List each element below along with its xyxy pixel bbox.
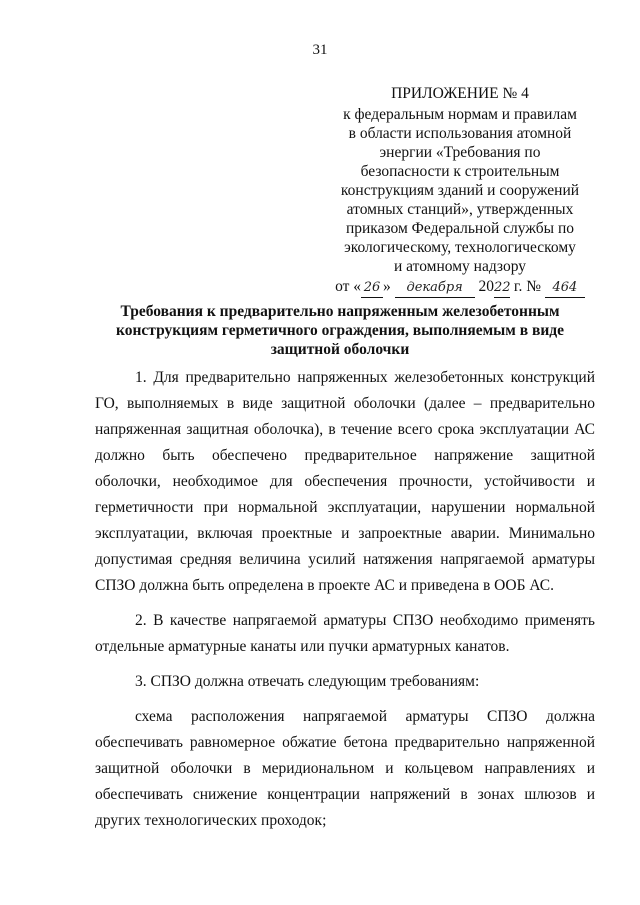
paragraph-1: 1. Для предварительно напряженных железобетонных конструкций ГО, выполняемых в виде защитной оболочки (далее – предварительно напряженная защитная оболочка), в течение всего срока эксплуатации АС должно быть обеспечено предварительное напряжение защитной оболочки, необходимое для обеспечения прочности, устойчивости и герметичности при нормальной эксплуатации, нарушении нормальной эксплуатации, включая проектные и запроектные аварии. Минимально допустимая средняя величина усилий натяжения напрягаемой арматуры СПЗО должна быть определена в проекте АС и приведена в ООБ АС. [95, 369, 595, 594]
order-date-line [330, 277, 590, 298]
appendix-line: энергии «Требования по [379, 144, 541, 161]
document-body [95, 365, 595, 834]
appendix-block [330, 84, 590, 298]
appendix-line: атомных станций», утвержденных [346, 201, 574, 218]
paragraph-3: 3. СПЗО должна отвечать следующим требованиям: [135, 673, 480, 690]
appendix-line: приказом Федеральной службы по [345, 220, 575, 237]
appendix-line: конструкциям зданий и сооружений [340, 182, 580, 199]
appendix-line: безопасности к строительным [360, 163, 560, 180]
heading-line: Требования к предварительно напряженным железобетонным [120, 303, 560, 320]
year-prefix: 20 [478, 278, 495, 295]
handwritten-year: 22 [494, 278, 510, 298]
appendix-line: экологическому, технологическому [344, 239, 576, 256]
appendix-line: и атомному надзору [394, 258, 526, 275]
page-number: 31 [312, 42, 328, 58]
handwritten-order-number: 464 [545, 278, 585, 298]
paragraph-4: схема расположения напрягаемой арматуры СПЗО должна обеспечивать равномерное обжатие бетона предварительно напряженной защитной оболочки в меридиональном и кольцевом направлениях и обеспечивать снижение концентрации напряжений в зонах шлюзов и других технологических проходок; [95, 708, 595, 829]
document-heading [110, 302, 570, 359]
year-suffix: г. № [513, 278, 542, 295]
paragraph-2: 2. В качестве напрягаемой арматуры СПЗО необходимо применять отдельные арматурные канаты или пучки арматурных канатов. [95, 612, 595, 655]
heading-line: конструкциям герметичного ограждения, выполняемым в виде [116, 322, 564, 339]
appendix-line: к федеральным нормам и правилам [343, 106, 577, 123]
handwritten-month: декабря [395, 278, 475, 298]
appendix-line: в области использования атомной [348, 125, 572, 142]
appendix-title: ПРИЛОЖЕНИЕ № 4 [391, 85, 529, 102]
date-prefix: от « [335, 278, 362, 295]
handwritten-day: 26 [361, 278, 383, 298]
date-separator: » [383, 278, 391, 295]
heading-line: защитной оболочки [270, 341, 410, 358]
